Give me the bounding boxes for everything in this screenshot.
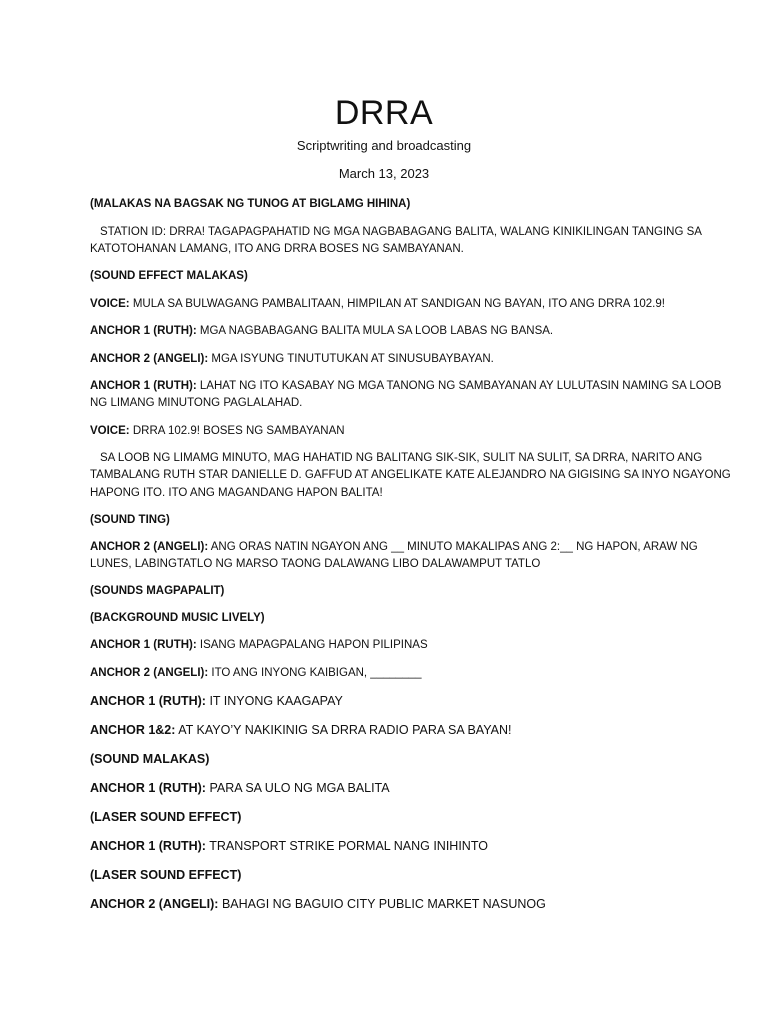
script-line: ANCHOR 2 (ANGELI): MGA ISYUNG TINUTUTUKAN AT SINUSUBAYBAYAN. <box>90 353 494 365</box>
document-title: DRRA <box>334 94 434 132</box>
script-line: ANCHOR 1 (RUTH): TRANSPORT STRIKE PORMAL NANG INIHINTO <box>90 839 488 853</box>
script-paragraph-cont: HAPONG ITO. ITO ANG MAGANDANG HAPON BALITA! <box>90 487 383 499</box>
script-cue: (BACKGROUND MUSIC LIVELY) <box>90 612 265 624</box>
document-subtitle: Scriptwriting and broadcasting <box>296 138 472 153</box>
script-cue: (LASER SOUND EFFECT) <box>90 868 242 882</box>
script-line: ANCHOR 1 (RUTH): ISANG MAPAGPALANG HAPON PILIPINAS <box>90 639 428 651</box>
script-line: ANCHOR 1 (RUTH): IT INYONG KAAGAPAY <box>90 694 343 708</box>
script-line: ANCHOR 2 (ANGELI): ANG ORAS NATIN NGAYON ANG __ MINUTO MAKALIPAS ANG 2:__ NG HAPON, ARAW NG <box>90 541 698 553</box>
script-cue: (LASER SOUND EFFECT) <box>90 810 242 824</box>
script-cue: (MALAKAS NA BAGSAK NG TUNOG AT BIGLAMG HIHINA) <box>90 198 411 210</box>
document-date: March 13, 2023 <box>338 166 430 181</box>
script-line: ANCHOR 2 (ANGELI): BAHAGI NG BAGUIO CITY PUBLIC MARKET NASUNOG <box>90 897 546 911</box>
script-cue: (SOUND EFFECT MALAKAS) <box>90 270 248 282</box>
script-paragraph-cont: TAMBALANG RUTH STAR DANIELLE D. GAFFUD AT ANGELIKATE KATE ALEJANDRO NA GIGISING SA INYO NGAYONG <box>90 469 731 481</box>
script-line: VOICE: MULA SA BULWAGANG PAMBALITAAN, HIMPILAN AT SANDIGAN NG BAYAN, ITO ANG DRRA 102.9! <box>90 298 665 310</box>
script-line: ANCHOR 1 (RUTH): LAHAT NG ITO KASABAY NG MGA TANONG NG SAMBAYANAN AY LULUTASIN NAMING SA LOOB <box>90 380 722 392</box>
script-paragraph: SA LOOB NG LIMAMG MINUTO, MAG HAHATID NG BALITANG SIK-SIK, SULIT NA SULIT, SA DRRA, NARITO ANG <box>100 452 703 464</box>
script-line: ANCHOR 1 (RUTH): MGA NAGBABAGANG BALITA MULA SA LOOB LABAS NG BANSA. <box>90 325 554 337</box>
script-station-id: STATION ID: DRRA! TAGAPAGPAHATID NG MGA NAGBABAGANG BALITA, WALANG KINIKILINGAN TANGING SA <box>100 226 702 238</box>
script-station-id-cont: KATOTOHANAN LAMANG, ITO ANG DRRA BOSES NG SAMBAYANAN. <box>90 243 464 255</box>
script-line: VOICE: DRRA 102.9! BOSES NG SAMBAYANAN <box>90 425 345 437</box>
script-cue: (SOUND MALAKAS) <box>90 752 210 766</box>
script-line: ANCHOR 2 (ANGELI): ITO ANG INYONG KAIBIGAN, ________ <box>90 667 422 679</box>
script-line-cont: NG LIMANG MINUTONG PAGLALAHAD. <box>90 397 303 409</box>
script-line: ANCHOR 1&2: AT KAYO’Y NAKIKINIG SA DRRA RADIO PARA SA BAYAN! <box>90 723 512 737</box>
script-cue: (SOUND TING) <box>90 514 170 526</box>
script-line-cont: LUNES, LABINGTATLO NG MARSO TAONG DALAWANG LIBO DALAWAMPUT TATLO <box>90 558 541 570</box>
script-line: ANCHOR 1 (RUTH): PARA SA ULO NG MGA BALITA <box>90 781 390 795</box>
script-cue: (SOUNDS MAGPAPALIT) <box>90 585 225 597</box>
